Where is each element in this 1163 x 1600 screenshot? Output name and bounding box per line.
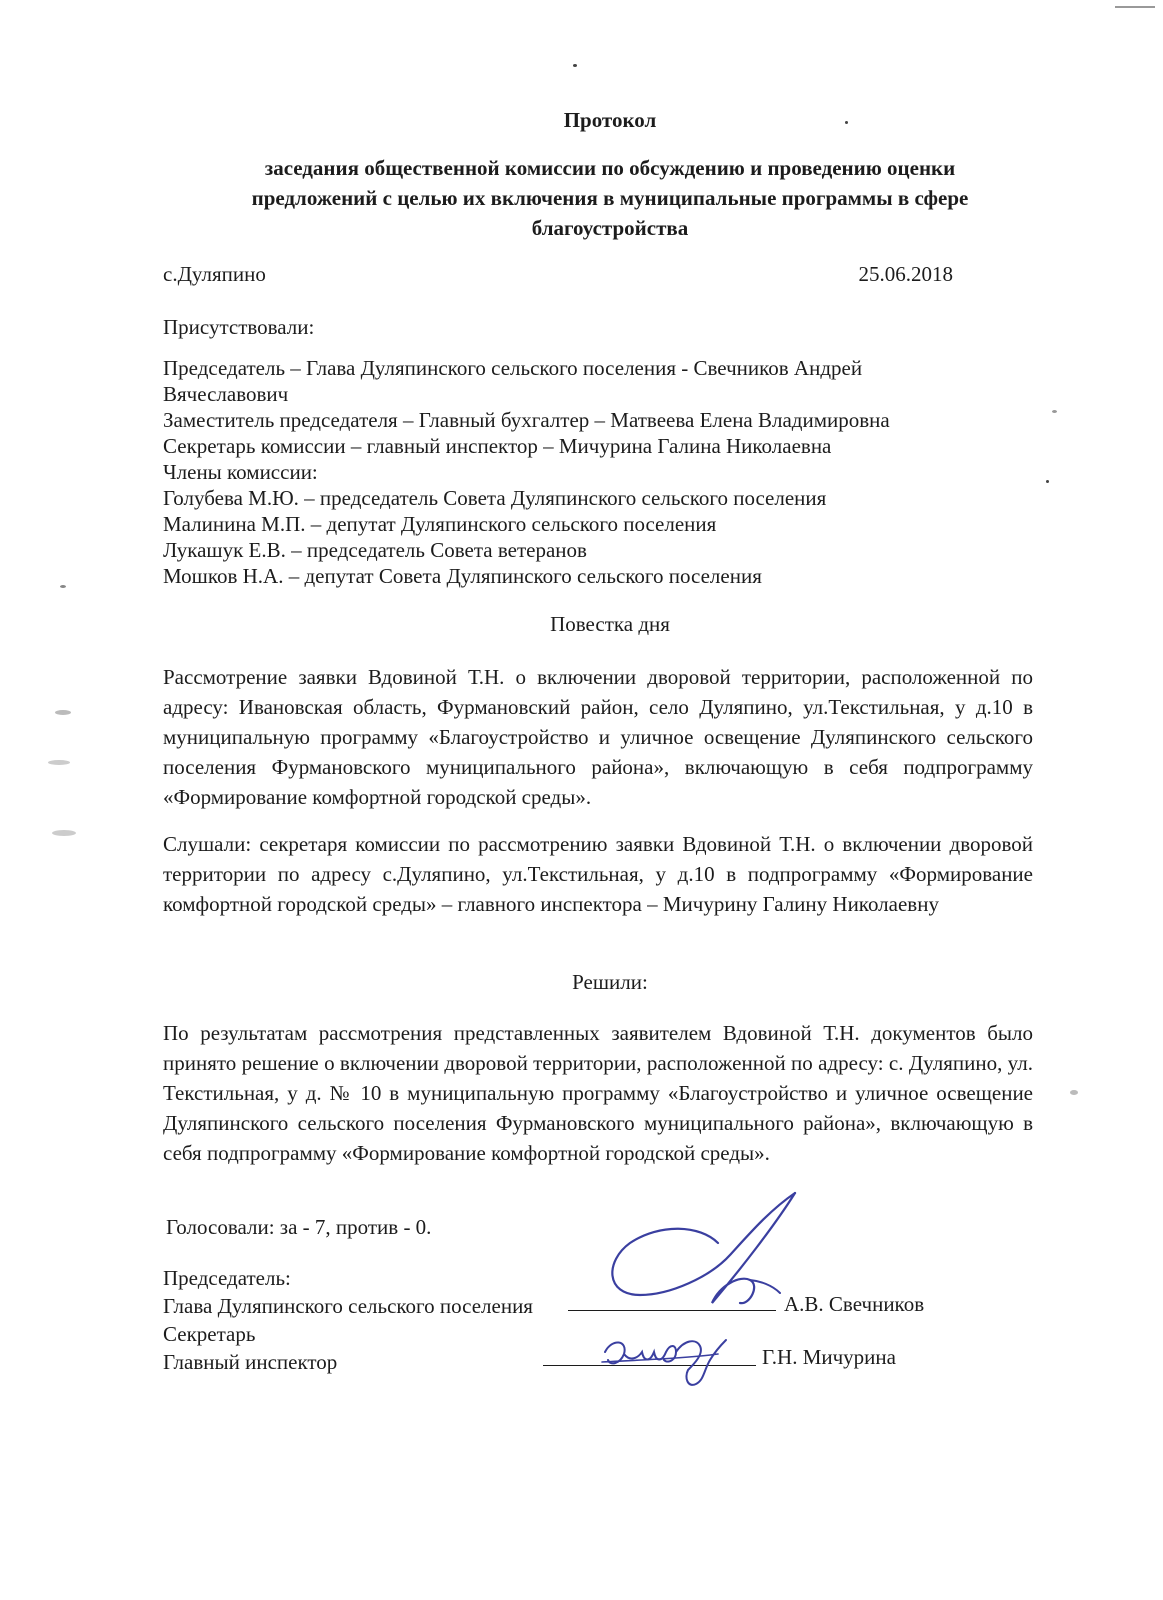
chair-position: Глава Дуляпинского сельского поселения xyxy=(163,1294,533,1318)
scan-speck xyxy=(1046,480,1049,483)
scan-speck xyxy=(52,830,76,836)
scan-speck xyxy=(55,710,71,715)
member-line: Председатель – Глава Дуляпинского сельского поселения - Свечников Андрей xyxy=(163,356,863,380)
agenda-text: Рассмотрение заявки Вдовиной Т.Н. о включении дворовой территории, расположенной по адресу: Ивановская область, Фурмановский район, село Дуляпино, ул.Текстильная, у д.10 в муниципальную программу «Благоустройство и уличное освещение Дуляпинского сельского поселения Фурмановского муниципального района», включающую в себя подпрограмму «Формирование комфортной городской среды». xyxy=(163,665,1033,809)
scan-speck xyxy=(1115,6,1155,8)
document-title: Протокол xyxy=(563,108,657,132)
secretary-label: Секретарь xyxy=(163,1322,256,1346)
member-line: Вячеславович xyxy=(163,382,289,406)
signature-block xyxy=(163,1264,533,1376)
decided-text: По результатам рассмотрения представленных заявителем Вдовиной Т.Н. документов было принято решение о включении дворовой территории, расположенной по адресу: с. Дуляпино, ул. Текстильная, у д. № 10 в муниципальную программу «Благоустройство и уличное освещение Дуляпинского сельского поселения Фурмановского муниципального района», включающую в себя подпрограмму «Формирование комфортной городской среды». xyxy=(163,1021,1033,1165)
secretary-position: Главный инспектор xyxy=(163,1350,338,1374)
chair-signature xyxy=(600,1185,810,1315)
member-line: Малинина М.П. – депутат Дуляпинского сельского поселения xyxy=(163,512,717,536)
meeting-place: с.Дуляпино xyxy=(163,262,266,286)
secretary-signature xyxy=(600,1330,730,1400)
chair-name: А.В. Свечников xyxy=(784,1292,925,1316)
votes-result: Голосовали: за - 7, против - 0. xyxy=(166,1215,432,1239)
meeting-date: 25.06.2018 xyxy=(858,262,953,286)
member-line: Члены комиссии: xyxy=(163,460,318,484)
member-line: Голубева М.Ю. – председатель Совета Дуляпинского сельского поселения xyxy=(163,486,827,510)
scan-speck xyxy=(573,64,577,67)
decided-heading: Решили: xyxy=(572,970,648,994)
scan-speck xyxy=(845,121,848,124)
member-line: Секретарь комиссии – главный инспектор – Мичурина Галина Николаевна xyxy=(163,434,832,458)
member-line: Заместитель председателя – Главный бухгалтер – Матвеева Елена Владимировна xyxy=(163,408,890,432)
scan-speck xyxy=(1070,1090,1078,1095)
secretary-name: Г.Н. Мичурина xyxy=(762,1345,896,1369)
document-subtitle: заседания общественной комиссии по обсуждению и проведению оценки предложений с целью их включения в муниципальные программы в сфере благоустройства xyxy=(251,156,969,240)
chair-label: Председатель: xyxy=(163,1266,291,1290)
members-list xyxy=(163,355,983,589)
place-date-row xyxy=(163,262,953,287)
agenda-heading: Повестка дня xyxy=(550,612,670,636)
member-line: Мошков Н.А. – депутат Совета Дуляпинского сельского поселения xyxy=(163,564,762,588)
present-label: Присутствовали: xyxy=(163,315,315,339)
scan-speck xyxy=(60,585,66,588)
scan-speck xyxy=(1052,410,1057,413)
scan-speck xyxy=(48,760,70,765)
member-line: Лукашук Е.В. – председатель Совета ветеранов xyxy=(163,538,587,562)
heard-text: Слушали: секретаря комиссии по рассмотрению заявки Вдовиной Т.Н. о включении дворовой территории по адресу с.Дуляпино, ул.Текстильная, у д.10 в подпрограмму «Формирование комфортной городской среды» – главного инспектора – Мичурину Галину Николаевну xyxy=(163,832,1033,916)
